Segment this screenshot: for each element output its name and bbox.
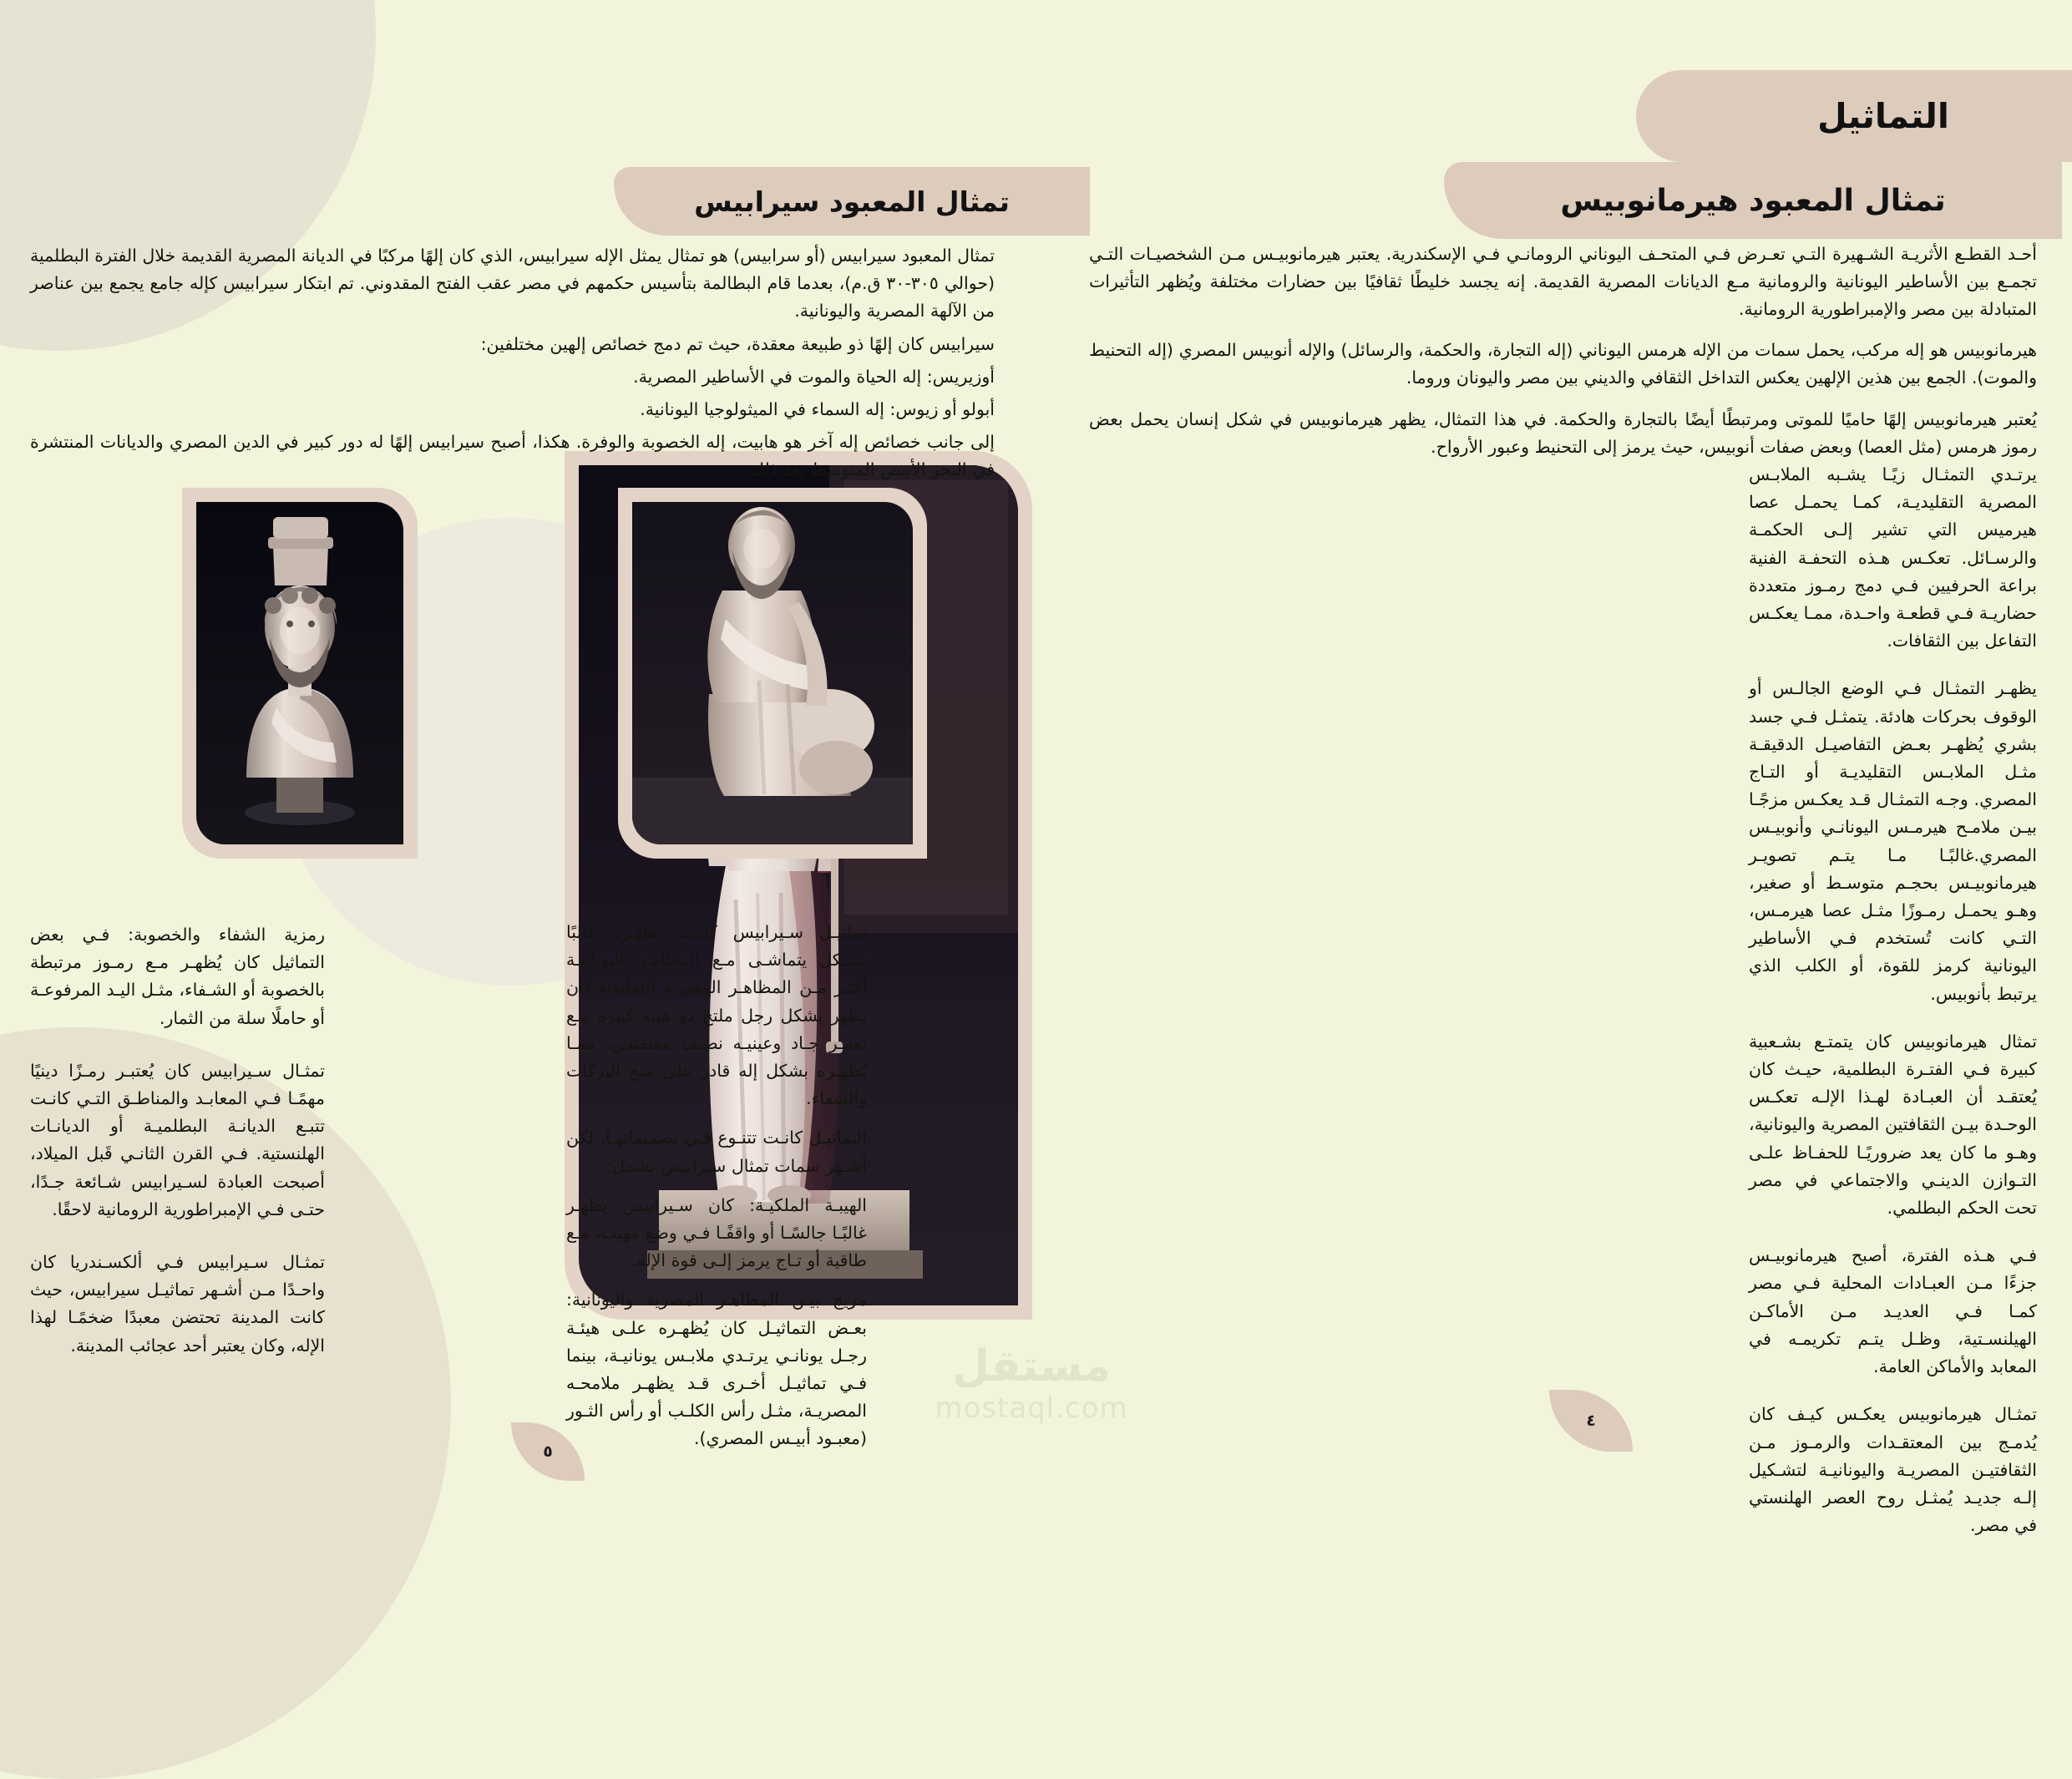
paragraph: سيرابيس كان إلهًا ذو طبيعة معقدة، حيث تم دمج خصائص إلهين مختلفين:: [480, 333, 995, 354]
photo-canvas: [632, 502, 913, 844]
right-article-intro: [1089, 241, 2037, 461]
paragraph: تمثال هيرمانوبيس كان يتمتـع بشـعبية كبيرة فـي الفتـرة البطلمية، حيـث كان يُعتقـد أن العبـادة لهـذا الإلـه تعكـس الوحـدة بيـن الثقافتين المصرية واليونانية، وهـو ما كان يعد ضروريًـا للحفـاظ علـى التـوازن الدينـي والاجتماعي في مصر تحت الحكم البطلمي.: [1749, 1031, 2037, 1219]
paragraph: يُعتبر هيرمانوبيس إلهًا حاميًا للموتى ومرتبطًا أيضًا بالتجارة والحكمة. في هذا التمثال، يظهر هيرمانوبيس في شكل إنسان يحمل بعض رموز هرمس (مثل العصا) وبعض صفات أنوبيس، حيث يرمز إلى التحنيط وعبور الأرواح.: [1089, 408, 2037, 457]
right-article-title-banner: [1444, 162, 2062, 239]
paragraph: تمثال المعبود سيرابيس (أو سرابيس) هو تمثال يمثل الإله سيرابيس، الذي كان إلهًا مركبًا في الديانة المصرية القديمة خلال الفترة البطلمية (حوالي ٣٠٥-٣٠ ق.م)، بعدما قام البطالمة بتأسيس حكمهم في مصر عقب الفتح المقدوني. تم ابتكار سيرابيس كإله جامع يجمع بين عناصر من الآلهة المصرية واليونانية.: [30, 246, 995, 322]
paragraph: تمثـال هيرمانوبيس يعكـس كيـف كان يُدمـج بين المعتقـدات والرمـوز مـن الثقافتيـن المصريـة واليونانيـة لتشـكيل إلـه جديـد يُمثـل روح العصر الهلنستي في مصر.: [1749, 1404, 2037, 1536]
paragraph: فـي هـذه الفترة، أصبح هيرمانوبيـس جزءًا مـن العبـادات المحلية فـي مصر كمـا فـي العديـد مـن الأماكـن الهيلنسـتية، وظـل يتـم تكريمـه في المعابد والأماكن العامة.: [1749, 1245, 2037, 1377]
watermark: [894, 1341, 1169, 1425]
paragraph: الهيبـة الملكيـة: كان سـيرابيس يظهـر غالبًـا جالسًـا أو واقفًـا فـي وضع مهيب، مـع طاقية أو تـاج يرمز إلـى قوة الإله.: [566, 1194, 867, 1271]
paragraph: إلى جانب خصائص إله آخر هو هابيت، إله الخصوبة والوفرة. هكذا، أصبح سيرابيس إلهًا له دور كبير في الدين المصري والديانات المنتشرة في البحر الأبيض المتوسط بعد ذلك.: [30, 432, 995, 480]
serapis-bust-photo: [182, 488, 418, 859]
paragraph: التماثيـل كانـت تتنـوع فـي تصميماتهـا، لكن أشـهر سمات تمثال سيرابيس تشمل:: [566, 1128, 867, 1176]
seated-serapis-illustration: [632, 502, 913, 844]
left-article-intro: [30, 242, 995, 489]
paragraph: هيرمانوبيس هو إله مركب، يحمل سمات من الإله هرمس اليوناني (إله التجارة، والحكمة، والرسائل) والإله أنوبيس المصري (إله التحنيط والموت). الجمع بين هذين الإلهين يعكس التداخل الثقافي والديني بين مصر واليونان وروما.: [1089, 340, 2037, 388]
paragraph: رمزية الشفاء والخصوبة: فـي بعض التماثيل كان يُظهـر مـع رمـوز مرتبطة بالخصوبة أو الشـفاء، مثـل اليـد المرفوعـة أو حاملًا سلة من الثمار.: [30, 925, 325, 1028]
watermark-arabic: مستقل: [951, 1341, 1112, 1391]
left-article-column-a: [30, 921, 325, 1385]
page-number-right: ٤: [1549, 1390, 1633, 1452]
right-article-title: تمثال المعبود هيرمانوبيس: [1560, 183, 1946, 218]
photo-canvas: [196, 502, 403, 844]
left-article-title: تمثال المعبود سيرابيس: [694, 185, 1010, 218]
left-article-title-banner: [614, 167, 1090, 236]
paragraph: تمثـال سـيرابيس فـي ألكسـندريا كان واحـدًا مـن أشـهر تماثيـل سيرابيس، حيث كانت المدينة تحتضن معبدًا ضخمًـا لهذا الإله، وكان يعتبر أحد عجائب المدينة.: [30, 1252, 325, 1356]
paragraph: أبولو أو زيوس: إله السماء في الميثولوجيا اليونانية.: [640, 399, 995, 420]
seated-serapis-photo: [618, 488, 927, 859]
paragraph: يرتـدي التمثـال زيًـا يشـبه الملابـس المصرية التقليديـة، كمـا يحمـل عصا هيرميس التي تشير إلـى الحكمـة والرسـائل. تعكـس هـذه التحفـة الفنية براعة الحرفيين فـي دمج رمـوز متعددة حضاريـة فـي قطعـة واحـدة، ممـا يعكـس التفاعل بين الثقافات.: [1749, 464, 2037, 651]
section-badge: [1636, 70, 2072, 162]
paragraph: تمثـال سـيرابيس كان يُعتبـر رمـزًا دينيًا مهمًـا فـي المعابـد والمناطـق التـي كانـت تتبـع الديانـة البطلميـة أو الديانـات الهلنستية. فـي القرن الثانـي قَبل الميلاد، أصبحت العبادة لسـيرابيس شـائعة جـدًا، حتـى فـي الإمبراطورية الرومانية لاحقًا.: [30, 1060, 325, 1219]
paragraph: أحـد القطـع الأثريـة الشـهيرة التـي تعـرض فـي المتحـف اليوناني الرومانـي فـي الإسكندرية. يعتبر هيرمانوبيـس مـن الشخصيـات التـي تجمـع بين الأساطير اليونانية والرومانية مـع الديانات المصرية القديمة. إنه يجسد خليطًا ثقافيًا بين حضارات مختلفة ويُظهر التأثيرات المتبادلة بين مصر والإمبراطورية الرومانية.: [1089, 244, 2037, 319]
paragraph: يظهـر التمثـال فـي الوضع الجالـس أو الوقوف بحركات هادئة. يتمثـل فـي جسد بشري يُظهـر بعـض التفاصيـل الدقيقـة مثـل الملابـس التقليديـة أو التـاج المصري. وجـه التمثـال قـد يعكـس مزجًـا بيـن ملامـح هيرمـس اليونانـي وأنوبيـس المصري.غالبًـا مـا يتـم تصويـر هيرمانوبيـس بحجـم متوسـط أو صغير، وهـو يحمـل رمـوزًا مثـل عصا هيرمـس، التـي كانت تُستخدم فـي الأساطير اليونانية كرمز للقوة، أو الكلب الذي يرتبط بأنوبيس.: [1749, 678, 2037, 1004]
right-article-column: [1749, 461, 2037, 1559]
paragraph: تماثيـل سـيرابيس كانـت تُظهـره غالبًا بشـكل يتماشـى مـع المظاهـر اليونانيـة أكثـر مـن المظاهـر المصرية التقليدية.كان يظهر بشكل رجل ملتح ذو هيبة كبيرة مـع تعبيـر جـاد وعينيـه نصـف مغلقتيـن، ممـا يُظهـره بشكل إله قادر على منح البركات والشفاء.: [566, 922, 867, 1109]
page-number-left: ٥: [511, 1422, 585, 1481]
watermark-latin: mostaql.com: [935, 1391, 1128, 1425]
paragraph: مزيج بيـن المظاهـر المصرية واليونانية: بعـض التماثيـل كان يُظهـره علـى هيئـة رجـل يونانـي يرتـدي ملابـس يونانيـة، بينما فـي تماثيـل أخـرى قـد يظهـر ملامحـه المصريـة، مثـل رأس الكلـب أو رأس الثـور (معبـود أبيـس المصري).: [566, 1290, 867, 1449]
serapis-bust-illustration: [196, 502, 403, 844]
paragraph: أوزيريس: إله الحياة والموت في الأساطير المصرية.: [633, 366, 995, 387]
section-badge-label: التماثيل: [1817, 96, 1949, 136]
left-article-column-b: [566, 919, 867, 1465]
